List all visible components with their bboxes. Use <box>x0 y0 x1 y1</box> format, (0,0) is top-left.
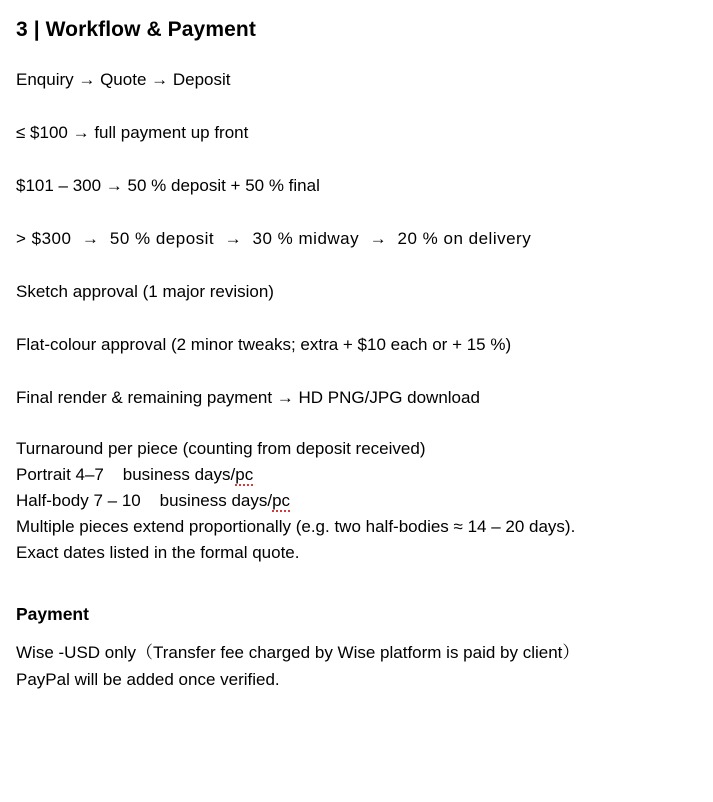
workflow-step-row <box>16 281 697 304</box>
payment-line: PayPal will be added once verified. <box>16 670 280 690</box>
workflow-step-list <box>16 69 697 92</box>
workflow-step: Enquiry → Quote → Deposit <box>16 70 231 90</box>
turnaround-halfbody-text: Half-body 7 – 10 business days/ <box>16 490 273 510</box>
workflow-step: Flat-colour approval (2 minor tweaks; extra + $10 each or + 15 %) <box>16 334 512 354</box>
workflow-step: > $300 → 50 % deposit → 30 % midway → 20 % on delivery <box>16 229 532 249</box>
turnaround-halfbody-unit: pc <box>272 490 291 510</box>
workflow-step-row <box>16 122 697 145</box>
turnaround-portrait-unit: pc <box>235 464 254 484</box>
payment-line: Wise -USD only（Transfer fee charged by Wise platform is paid by client） <box>16 643 580 663</box>
turnaround-exact: Exact dates listed in the formal quote. <box>16 542 300 562</box>
turnaround-intro: Turnaround per piece (counting from deposit received) <box>16 438 426 458</box>
workflow-step-row <box>16 175 697 198</box>
turnaround-portrait <box>16 464 697 487</box>
turnaround-block <box>16 438 697 565</box>
workflow-step: $101 – 300 → 50 % deposit + 50 % final <box>16 176 320 196</box>
workflow-step-row <box>16 387 697 410</box>
workflow-step-row <box>16 334 697 357</box>
workflow-step-row <box>16 228 697 251</box>
payment-section <box>16 603 697 693</box>
workflow-step: Sketch approval (1 major revision) <box>16 282 274 302</box>
turnaround-portrait-text: Portrait 4–7 business days/ <box>16 464 236 484</box>
workflow-step: ≤ $100 → full payment up front <box>16 123 249 143</box>
turnaround-halfbody <box>16 490 697 513</box>
payment-heading: Payment <box>16 603 89 624</box>
workflow-step: Final render & remaining payment → HD PNG/JPG download <box>16 387 480 407</box>
turnaround-multiple: Multiple pieces extend proportionally (e.g. two half-bodies ≈ 14 – 20 days). <box>16 516 576 536</box>
payment-line-list <box>16 642 697 692</box>
page-title: 3 | Workflow & Payment <box>16 18 256 41</box>
